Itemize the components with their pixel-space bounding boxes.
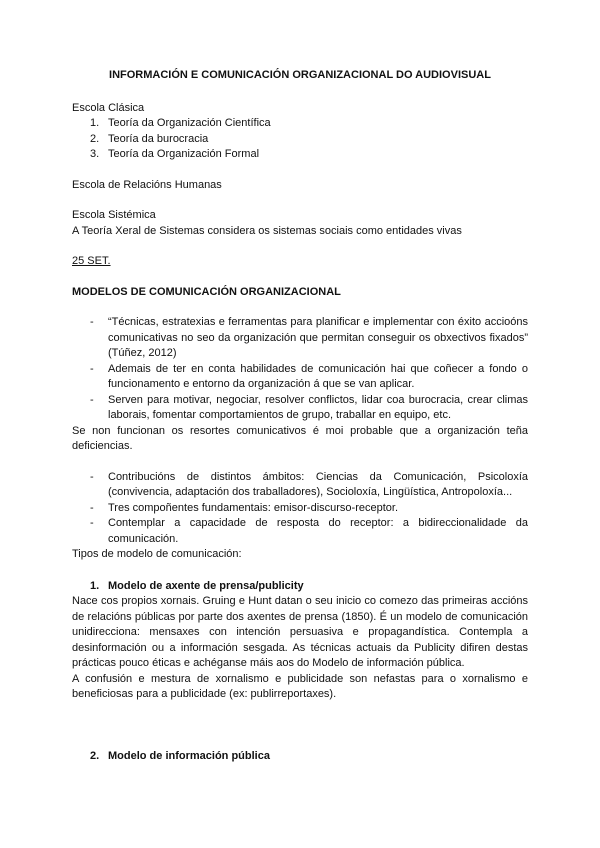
bullet-text: Contribucións de distintos ámbitos: Ciencias da Comunicación, Psicoloxía (convivencia, adaptación dos traballadores), Socioloxía, Lingüística, Antropoloxía...	[108, 470, 528, 498]
tipos-intro: Tipos de modelo de comunicación:	[72, 548, 242, 560]
bullet-text: Serven para motivar, negociar, resolver conflictos, lidar coa burocracia, crear climas laborais, fomentar comportamientos de grupo, traballar en equipo, etc.	[108, 393, 528, 421]
date-heading: 25 SET.	[72, 255, 111, 267]
bullet-item	[72, 315, 528, 362]
model-1-section	[72, 579, 528, 703]
bullet-dash: -	[90, 517, 94, 529]
model-number: 1.	[90, 579, 100, 592]
bullet-text: Ademais de ter en conta habilidades de comunicación hai que coñecer a fondo o funcionamento e entorno da organización á que se van aplicar.	[108, 362, 528, 390]
bullet-dash: -	[90, 501, 94, 514]
bullet-dash: -	[90, 316, 94, 328]
document-title: INFORMACIÓN E COMUNICACIÓN ORGANIZACIONAL DO AUDIOVISUAL	[109, 69, 491, 81]
document-page	[72, 68, 528, 764]
escola-sistemica-section	[72, 208, 528, 239]
model-title: Modelo de información pública	[108, 749, 270, 762]
bullet-dash: -	[90, 470, 94, 483]
bullet-item	[72, 501, 528, 517]
bullet-item	[72, 393, 528, 424]
list-item	[72, 132, 528, 148]
bullet-text: “Técnicas, estratexias e ferramentas para planificar e implementar con éxito accioóns comunicativas no seo da organización que permitan conseguir os obxectivos fixados” (Túñez, 2012)	[108, 316, 528, 359]
model-1-paragraph-1: Nace cos propios xornais. Gruing e Hunt datan o seu inicio co comezo das primeiras accións de relacións públicas por parte dos axentes de prensa (1850). É un modelo de comunicación unidirecciona: mensaxes con intención persuasiva e propagandística. Contempla a desinformación ou a información sesgada. As técnicas actuais da Publicity difiren destas prácticas pouco éticas e achéganse máis aos do Modelo de información pública.	[72, 595, 528, 669]
escola-clasica-list	[72, 116, 528, 163]
escola-clasica-section	[72, 101, 528, 163]
list-item	[72, 147, 528, 163]
section-title: MODELOS DE COMUNICACIÓN ORGANIZACIONAL	[72, 285, 341, 298]
model-title: Modelo de axente de prensa/publicity	[108, 579, 304, 592]
bullet-dash: -	[90, 362, 94, 375]
bullet-text: Tres compoñentes fundamentais: emisor-discurso-receptor.	[108, 501, 398, 514]
definition-bullet-list	[72, 315, 528, 424]
list-number: 1.	[90, 117, 100, 129]
model-2-heading	[72, 749, 528, 765]
escola-relacions-heading: Escola de Relacións Humanas	[72, 178, 222, 191]
list-text: Teoría da Organización Científica	[108, 117, 271, 129]
list-item	[72, 116, 528, 132]
list-number: 3.	[90, 148, 100, 160]
resortes-paragraph: Se non funcionan os resortes comunicativos é moi probable que a organización teña deficiencias.	[72, 424, 528, 452]
escola-sistemica-text: A Teoría Xeral de Sistemas considera os sistemas sociais como entidades vivas	[72, 224, 462, 237]
list-text: Teoría da burocracia	[108, 132, 209, 145]
model-1-heading	[72, 579, 528, 595]
bullet-item	[72, 362, 528, 393]
list-number: 2.	[90, 132, 100, 145]
contributions-bullet-list	[72, 470, 528, 548]
escola-clasica-heading: Escola Clásica	[72, 101, 145, 114]
list-text: Teoría da Organización Formal	[108, 148, 260, 160]
bullet-text: Contemplar a capacidade de resposta do receptor: a bidireccionalidade da comunicación.	[108, 517, 528, 545]
escola-sistemica-heading: Escola Sistémica	[72, 209, 156, 221]
model-number: 2.	[90, 749, 100, 762]
bullet-item	[72, 516, 528, 547]
bullet-item	[72, 470, 528, 501]
bullet-dash: -	[90, 393, 94, 406]
model-1-paragraph-2: A confusión e mestura de xornalismo e publicidade son nefastas para o xornalismo e beneficiosas para a publicidade (ex: publirreportaxes).	[72, 672, 528, 700]
